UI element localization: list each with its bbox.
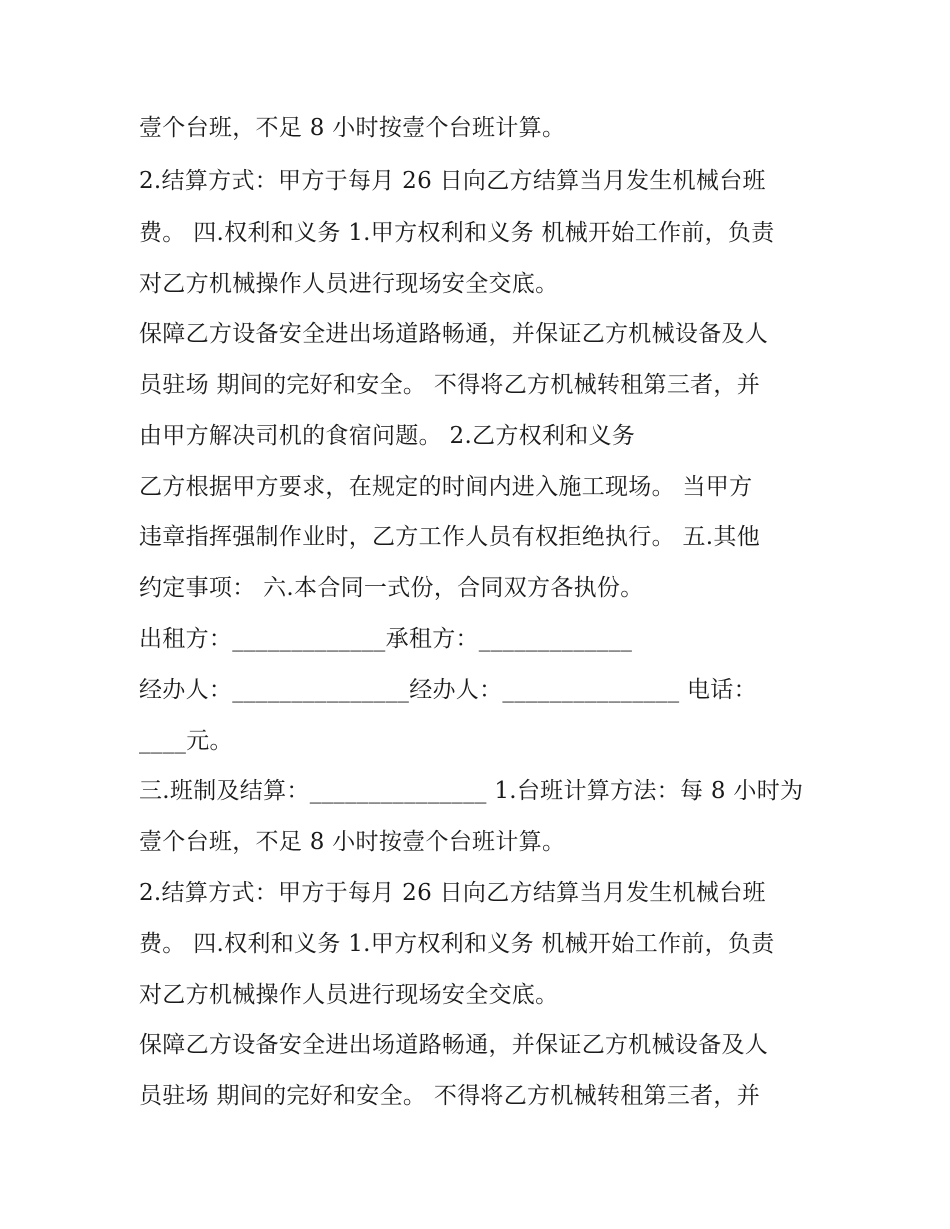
text-line: 约定事项： 六.本合同一式份，合同双方各执份。: [139, 575, 644, 601]
party-signature-line: 出租方：_____________承租方：_____________: [139, 626, 633, 652]
text-line: ____元。: [139, 728, 233, 754]
text-line: 乙方根据甲方要求，在规定的时间内进入施工现场。 当甲方: [139, 474, 753, 500]
text-line: 对乙方机械操作人员进行现场安全交底。: [139, 271, 559, 297]
text-line: 壹个台班，不足 8 小时按壹个台班计算。: [139, 115, 566, 141]
agent-signature-line: 经办人：_______________经办人：_______________ 电话：: [139, 677, 757, 703]
text-line: 保障乙方设备安全进出场道路畅通，并保证乙方机械设备及人: [139, 1032, 769, 1058]
text-line: 费。 四.权利和义务 1.甲方权利和义务 机械开始工作前，负责: [139, 931, 775, 957]
text-line: 2.结算方式：甲方于每月 26 日向乙方结算当月发生机械台班: [139, 168, 766, 194]
text-line: 员驻场 期间的完好和安全。 不得将乙方机械转租第三者，并: [139, 1083, 761, 1109]
text-line: 壹个台班，不足 8 小时按壹个台班计算。: [139, 829, 566, 855]
text-line: 2.结算方式：甲方于每月 26 日向乙方结算当月发生机械台班: [139, 880, 766, 906]
text-line: 由甲方解决司机的食宿问题。 2.乙方权利和义务: [139, 423, 636, 449]
text-line: 违章指挥强制作业时，乙方工作人员有权拒绝执行。 五.其他: [139, 524, 761, 550]
text-line: 费。 四.权利和义务 1.甲方权利和义务 机械开始工作前，负责: [139, 220, 775, 246]
text-line: 对乙方机械操作人员进行现场安全交底。: [139, 982, 559, 1008]
text-line: 保障乙方设备安全进出场道路畅通，并保证乙方机械设备及人: [139, 321, 769, 347]
text-line: 员驻场 期间的完好和安全。 不得将乙方机械转租第三者，并: [139, 372, 761, 398]
text-line: 三.班制及结算：_______________ 1.台班计算方法：每 8 小时为: [139, 778, 804, 804]
